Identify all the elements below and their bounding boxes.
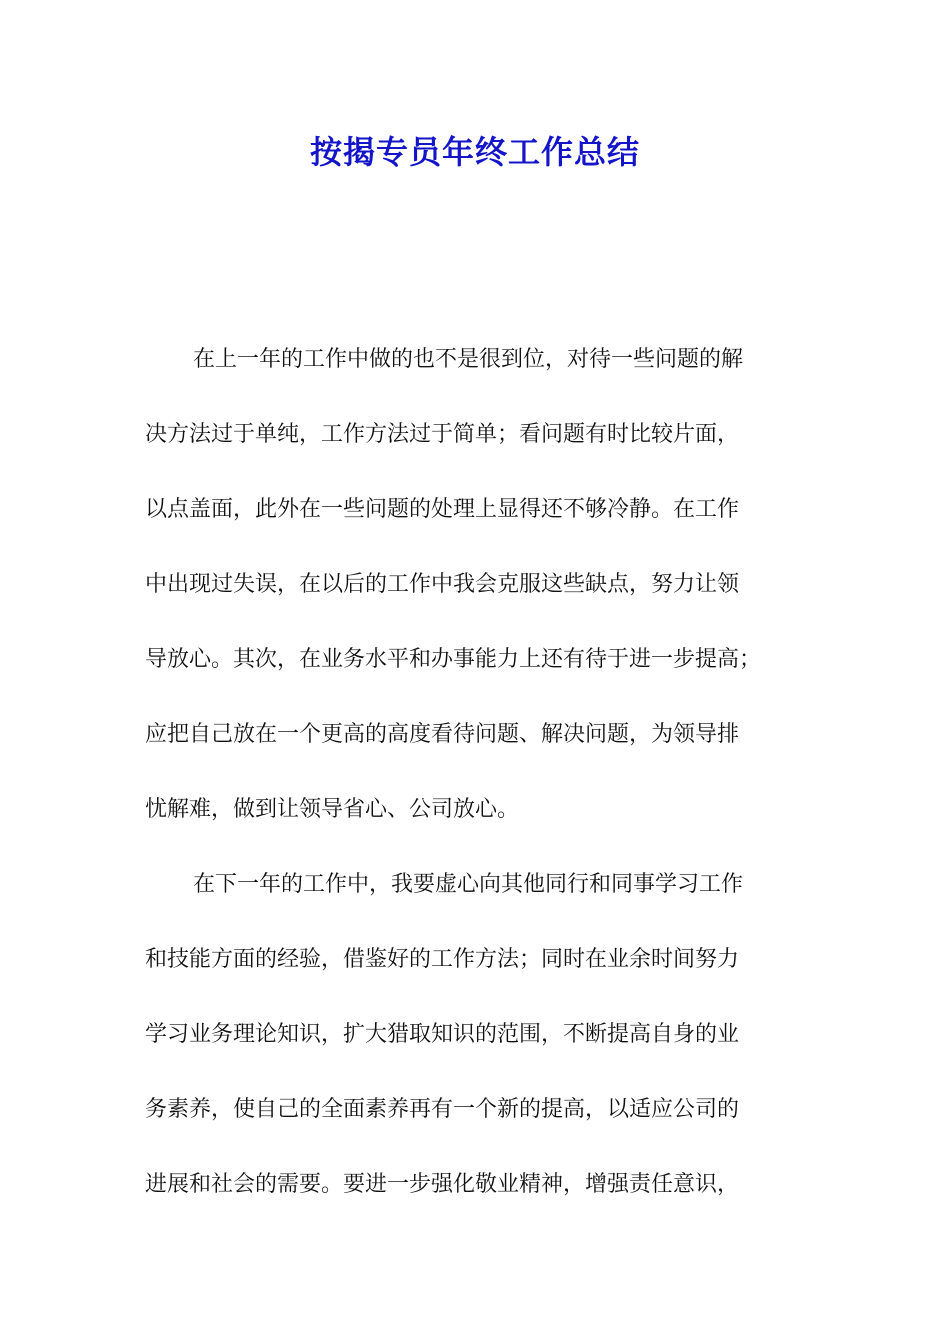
paragraph-line: 在下一年的工作中，我要虚心向其他同行和同事学习工作	[193, 872, 744, 897]
paragraph-1	[145, 338, 810, 863]
paragraph-line: 以点盖面，此外在一些问题的处理上显得还不够冷静。在工作	[145, 497, 740, 522]
paragraph-line: 在上一年的工作中做的也不是很到位，对待一些问题的解	[193, 347, 744, 372]
paragraph-line: 中出现过失误，在以后的工作中我会克服这些缺点，努力让领	[145, 572, 740, 597]
document-title: 按揭专员年终工作总结	[309, 133, 640, 171]
paragraph-line: 务素养，使自己的全面素养再有一个新的提高，以适应公司的	[145, 1097, 740, 1122]
paragraph-line: 进展和社会的需要。要进一步强化敬业精神，增强责任意识，	[145, 1172, 740, 1197]
paragraph-line: 决方法过于单纯，工作方法过于简单；看问题有时比较片面，	[145, 422, 740, 447]
document-body	[145, 338, 810, 1238]
paragraph-line: 忧解难，做到让领导省心、公司放心。	[145, 797, 520, 822]
paragraph-line: 导放心。其次，在业务水平和办事能力上还有待于进一步提高；	[145, 647, 762, 672]
paragraph-line: 和技能方面的经验，借鉴好的工作方法；同时在业余时间努力	[145, 947, 740, 972]
paragraph-2	[145, 863, 810, 1238]
paragraph-line: 学习业务理论知识，扩大猎取知识的范围，不断提高自身的业	[145, 1022, 740, 1047]
paragraph-line: 应把自己放在一个更高的高度看待问题、解决问题，为领导排	[145, 722, 740, 747]
